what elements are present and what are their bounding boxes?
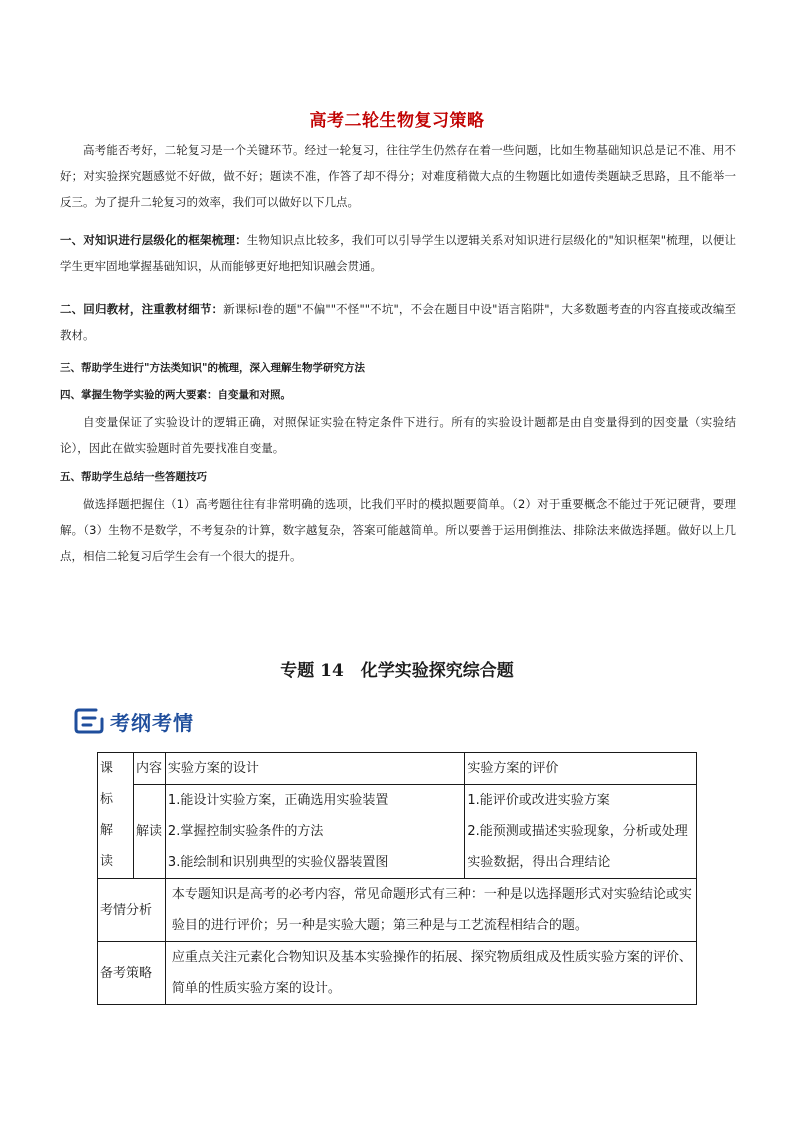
point-2-text: 新课标Ⅰ卷的题"不偏""不怪""不坑"，不会在题目中设"语言陷阱"，大多数题考查的内容直接或改编至教材。 [60, 302, 737, 342]
exam-outline-table [97, 752, 697, 1005]
point-4-heading: 四、掌握生物学实验的两大要素：自变量和对照。 [60, 389, 291, 401]
point-5-heading: 五、帮助学生总结一些答题技巧 [60, 471, 207, 483]
design-header: 实验方案的设计 [165, 753, 464, 785]
section-header [74, 706, 194, 736]
kaoqing-label: 考情分析 [98, 879, 166, 942]
kebiao-label: 课 标 解 读 [98, 753, 134, 879]
neirong-label: 内容 [133, 753, 165, 785]
beikao-text: 应重点关注元素化合物知识及基本实验操作的拓展、探究物质组成及性质实验方案的评价、简单的性质实验方案的设计。 [165, 942, 696, 1005]
point-1-text: 生物知识点比较多，我们可以引导学生以逻辑关系对知识进行层级化的"知识框架"梳理，以便让学生更牢固地掌握基础知识，从而能够更好地把知识融会贯通。 [60, 233, 737, 273]
kaoqing-text: 本专题知识是高考的必考内容，常见命题形式有三种：一种是以选择题形式对实验结论或实验目的进行评价；另一种是实验大题；第三种是与工艺流程相结合的题。 [165, 879, 696, 942]
point-3-heading: 三、帮助学生进行"方法类知识"的梳理，深入理解生物学研究方法 [60, 362, 365, 374]
point-2-heading: 二、回归教材，注重教材细节： [60, 302, 224, 316]
topic-title: 专题 14 化学实验探究综合题 [280, 661, 514, 681]
beikao-label: 备考策略 [98, 942, 166, 1005]
design-items: 1.能设计实验方案，正确选用实验装置 2.掌握控制实验条件的方法 3.能绘制和识别典型的实验仪器装置图 [165, 785, 464, 879]
jiedu-label: 解读 [133, 785, 165, 879]
eval-items: 1.能评价或改进实验方案 2.能预测或描述实验现象，分析或处理实验数据，得出合理结论 [465, 785, 697, 879]
point-1-heading: 一、对知识进行层级化的框架梳理： [60, 233, 247, 247]
point-1 [60, 227, 736, 279]
section-header-label: 考纲考情 [110, 710, 194, 735]
point-4-text: 自变量保证了实验设计的逻辑正确，对照保证实验在特定条件下进行。所有的实验设计题都是由自变量得到的因变量（实验结论），因此在做实验题时首先要找准自变量。 [60, 415, 736, 455]
eval-header: 实验方案的评价 [465, 753, 697, 785]
point-5-text: 做选择题把握住（1）高考题往往有非常明确的选项，比我们平时的模拟题要简单。（2）对于重要概念不能过于死记硬背，要理解。（3）生物不是数学，不考复杂的计算，数字越复杂，答案可能越简单。所以要善于运用倒推法、排除法来做选择题。做好以上几点，相信二轮复习后学生会有一个很大的提升。 [60, 497, 736, 563]
point-2 [60, 296, 736, 348]
page-title: 高考二轮生物复习策略 [309, 111, 485, 131]
list-icon [74, 707, 104, 735]
intro-paragraph: 高考能否考好，二轮复习是一个关键环节。经过一轮复习，往往学生仍然存在着一些问题，比如生物基础知识总是记不准、用不好；对实验探究题感觉不好做，做不好；题读不准，作答了却不得分；对难度稍微大点的生物题比如遗传类题缺乏思路，且不能举一反三。为了提升二轮复习的效率，我们可以做好以下几点。 [60, 143, 736, 209]
